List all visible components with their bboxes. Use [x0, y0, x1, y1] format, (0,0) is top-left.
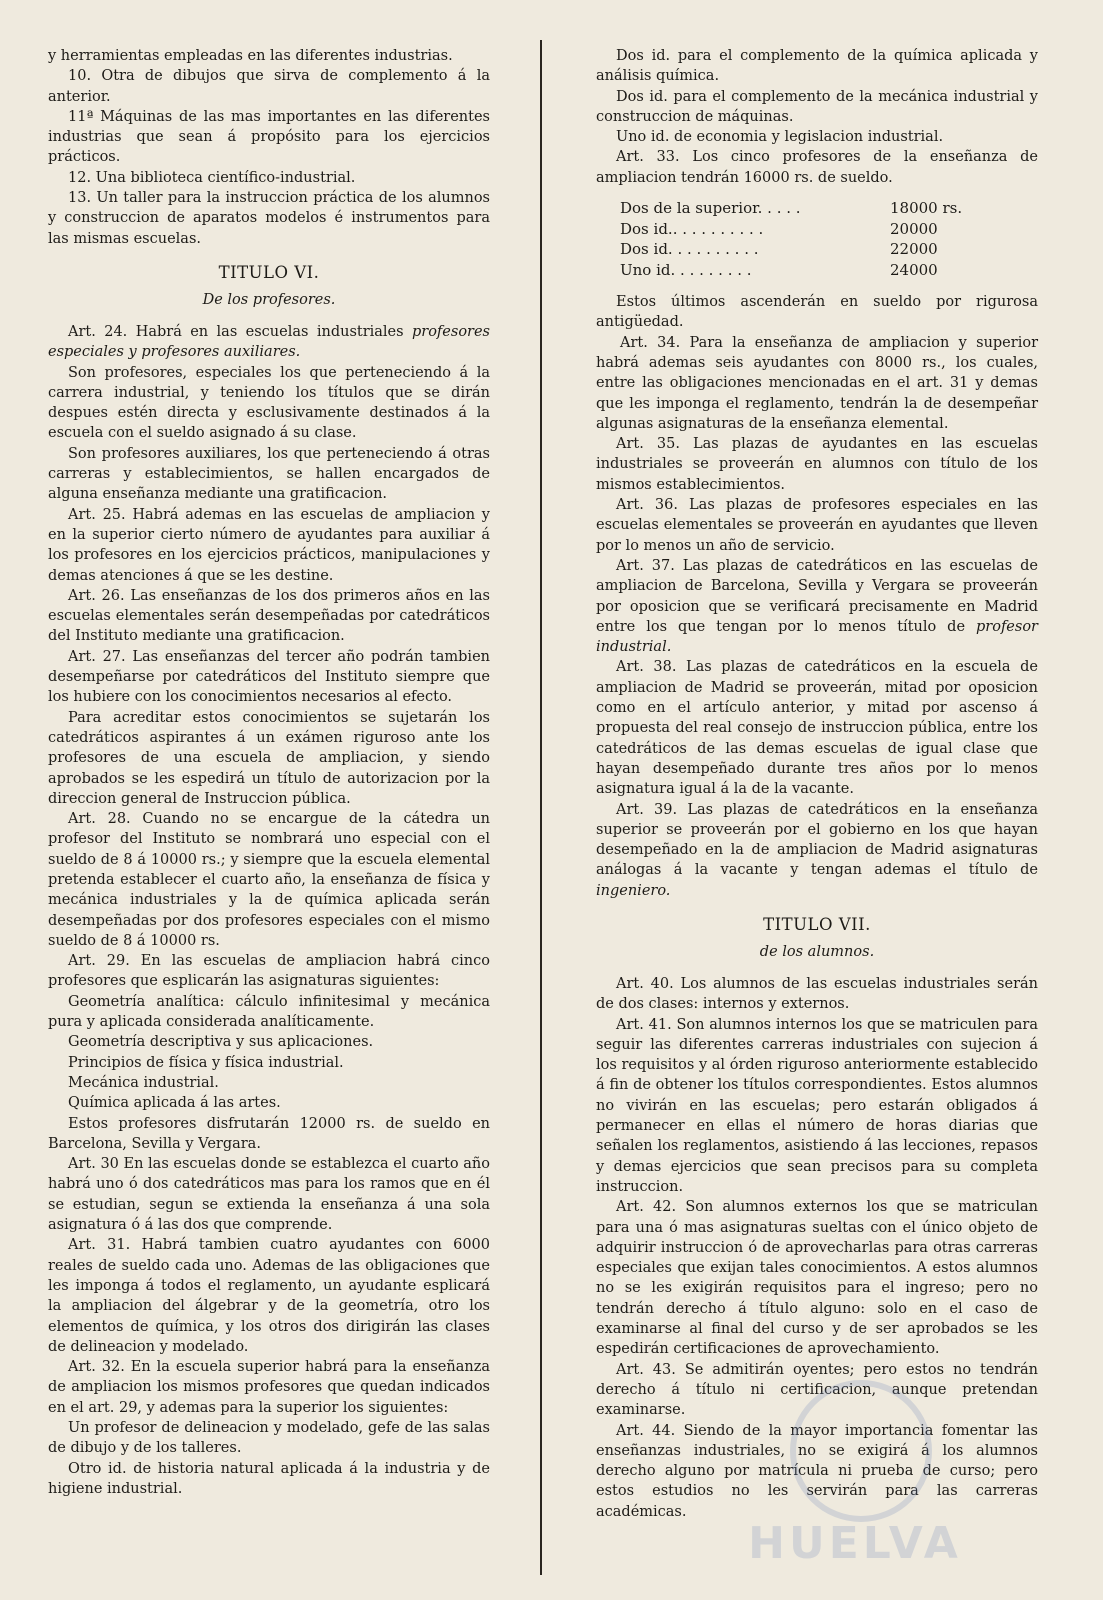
- article-37-text: Art. 37. Las plazas de catedráticos en las escuelas de ampliacion de Barcelona, Sevilla y Vergara se proveerán por oposicion que se verificará precisamente en Madrid entre los que tengan por lo menos título de: [596, 557, 1038, 635]
- section-subtitle-alumnos: de los alumnos.: [759, 943, 875, 960]
- article-39-emphasis: ingeniero.: [596, 882, 671, 899]
- paragraph: 13. Un taller para la instruccion práctica de los alumnos y construccion de aparatos modelos é instrumentos para las mismas escuelas.: [48, 190, 490, 247]
- subject-item: Geometría analítica: cálculo infinitesimal y mecánica pura y aplicada considerada analíticamente.: [48, 993, 490, 1031]
- paragraph: 12. Una biblioteca científico-industrial.: [68, 169, 356, 186]
- table-row: [620, 239, 1000, 260]
- salary-label: Dos id.. . . . . . . . . .: [620, 219, 764, 238]
- paragraph: Dos id. para el complemento de la mecánica industrial y construccion de máquinas.: [596, 88, 1038, 125]
- article-39: [596, 800, 1038, 901]
- table-row: [620, 260, 1000, 281]
- left-column: [48, 46, 490, 1499]
- section-subtitle-profesores: De los profesores.: [202, 291, 336, 308]
- subject-item: Química aplicada á las artes.: [68, 1095, 281, 1112]
- paragraph: Otro id. de historia natural aplicada á la industria y de higiene industrial.: [48, 1460, 490, 1497]
- paragraph: Uno id. de economia y legislacion industrial.: [616, 129, 944, 146]
- salary-label: Dos id. . . . . . . . . .: [620, 240, 759, 259]
- subject-item: Mecánica industrial.: [68, 1074, 219, 1091]
- salary-label: Dos de la superior. . . . .: [620, 199, 801, 218]
- paragraph: 11ª Máquinas de las mas importantes en las diferentes industrias que sean á propósito para los ejercicios prácticos.: [48, 108, 490, 166]
- article-32: Art. 32. En la escuela superior habrá para la enseñanza de ampliacion los mismos profesores que quedan indicados en el art. 29, y ademas para la superior los siguientes:: [48, 1359, 490, 1416]
- paragraph: Dos id. para el complemento de la química aplicada y análisis química.: [596, 48, 1038, 85]
- article-26: Art. 26. Las enseñanzas de los dos primeros años en las escuelas elementales serán desempeñadas por catedráticos del Instituto mediante una gratificacion.: [48, 587, 490, 645]
- salary-table: [620, 198, 1000, 280]
- column-divider: [540, 40, 542, 1575]
- article-43: Art. 43. Se admitirán oyentes; pero estos no tendrán derecho á título ni certificacion, aunque pretendan examinarse.: [596, 1361, 1038, 1419]
- paragraph: Son profesores, especiales los que perteneciendo á la carrera industrial, y teniendo los títulos que se dirán despues estén directa y esclusivamente destinados á la escuela con el sueldo asignado á su clase.: [48, 364, 490, 442]
- article-37-emphasis: profesor industrial.: [596, 618, 1038, 656]
- article-33: Art. 33. Los cinco profesores de la enseñanza de ampliacion tendrán 16000 rs. de sueldo.: [596, 149, 1038, 186]
- subject-item: Geometría descriptiva y sus aplicaciones.: [68, 1034, 374, 1051]
- article-29: Art. 29. En las escuelas de ampliacion habrá cinco profesores que esplicarán las asignaturas siguientes:: [48, 953, 490, 990]
- paragraph: Estos últimos ascenderán en sueldo por rigurosa antigüedad.: [596, 294, 1038, 331]
- paragraph: Son profesores auxiliares, los que perteneciendo á otras carreras y establecimientos, se hallen encargados de alguna enseñanza mediante una gratificacion.: [48, 445, 490, 503]
- article-28: Art. 28. Cuando no se encargue de la cátedra un profesor del Instituto se nombrará uno especial con el sueldo de 8 á 10000 rs.; y siempre que la escuela elemental pretenda establecer el cuarto año, la enseñanza de física y mecánica industriales y la de química aplicada serán desempeñadas por dos profesores especiales con el mismo sueldo de 8 á 10000 rs.: [48, 811, 490, 949]
- salary-amount: 18000 rs.: [890, 199, 963, 218]
- salary-amount: 22000: [890, 240, 938, 259]
- section-title-vii: TITULO VII.: [763, 914, 871, 934]
- library-stamp: [705, 1380, 1005, 1590]
- article-39-text: Art. 39. Las plazas de catedráticos en la enseñanza superior se proveerán por el gobierno en los que hayan desempeñado en la de ampliacion de Madrid asignaturas análogas á la vacante y tengan ademas el título de: [596, 801, 1038, 879]
- article-41: Art. 41. Son alumnos internos los que se matriculen para seguir las diferentes carreras industriales con sujecion á los requisitos y al órden riguroso anteriormente establecido á fin de obtener los títulos correspondientes. Estos alumnos no vivirán en las escuelas; pero estarán obligados á permanecer en ellas el número de horas diarias que señalen los reglamentos, asistiendo á las lecciones, repasos y demas ejercicios que sean precisos para su completa instruccion.: [596, 1016, 1038, 1195]
- article-31: Art. 31. Habrá tambien cuatro ayudantes con 6000 reales de sueldo cada uno. Ademas de las obligaciones que les imponga á todos el reglamento, un ayudante esplicará la ampliacion del álgebrar y de la geometría, otro los elementos de química, y los otros dos dirigirán las clases de delineacion y modelado.: [48, 1237, 490, 1355]
- paragraph: Para acreditar estos conocimientos se sujetarán los catedráticos aspirantes á un exámen riguroso ante los profesores de una escuela de ampliacion, y siendo aprobados se les espedirá un título de autorizacion por la direccion general de Instruccion pública.: [48, 709, 490, 807]
- table-row: [620, 198, 1000, 219]
- subject-item: Principios de física y física industrial.: [68, 1054, 344, 1071]
- article-38: Art. 38. Las plazas de catedráticos en la escuela de ampliacion de Madrid se proveerán, mitad por oposicion como en el artículo anterior, y mitad por ascenso á propuesta del real consejo de instruccion pública, entre los catedráticos de las demas escuelas de igual clase que hayan desempeñado durante tres años por lo menos asignatura igual á la de la vacante.: [596, 659, 1038, 798]
- article-44: Art. 44. Siendo de la mayor importancia fomentar las enseñanzas industriales, no se exigirá á los alumnos derecho alguno por matrícula ni prueba de curso; pero estos estudios no les servirán para las carreras académicas.: [596, 1422, 1038, 1520]
- section-title-vi: TITULO VI.: [218, 262, 320, 282]
- table-row: [620, 219, 1000, 240]
- article-24-emphasis: profesores especiales y profesores auxiliares.: [48, 323, 490, 361]
- salary-amount: 20000: [890, 219, 938, 238]
- article-37: [596, 556, 1038, 657]
- article-34: Art. 34. Para la enseñanza de ampliacion y superior habrá ademas seis ayudantes con 8000 rs., los cuales, entre las obligaciones mencionadas en el art. 31 y demas que les imponga el reglamento, tendrán la de desempeñar algunas asignaturas de la enseñanza elemental.: [596, 334, 1038, 432]
- right-column: [596, 46, 1038, 1522]
- article-24-text: Art. 24. Habrá en las escuelas industriales: [68, 323, 412, 340]
- article-27: Art. 27. Las enseñanzas del tercer año podrán tambien desempeñarse por catedráticos del Instituto siempre que los hubiere con los conocimientos necesarios al efecto.: [48, 648, 490, 706]
- salary-amount: 24000: [890, 260, 938, 279]
- paragraph: 10. Otra de dibujos que sirva de complemento á la anterior.: [48, 68, 490, 105]
- salary-label: Uno id. . . . . . . . .: [620, 260, 752, 279]
- article-30: Art. 30 En las escuelas donde se establezca el cuarto año habrá uno ó dos catedráticos mas para los ramos que en él se estudian, segun se extienda la enseñanza á una sola asignatura ó á las dos que comprende.: [48, 1156, 490, 1234]
- article-24: [48, 322, 490, 363]
- paragraph: y herramientas empleadas en las diferentes industrias.: [48, 48, 453, 64]
- paragraph: Estos profesores disfrutarán 12000 rs. de sueldo en Barcelona, Sevilla y Vergara.: [48, 1115, 490, 1152]
- stamp-text: HUELVA: [748, 1518, 962, 1569]
- stamp-emblem-icon: [790, 1380, 932, 1522]
- article-42: Art. 42. Son alumnos externos los que se matriculan para una ó mas asignaturas sueltas con el único objeto de adquirir instruccion ó de aprovecharlas para otras carreras especiales que exijan tales conocimientos. A estos alumnos no se les exigirán requisitos para el ingreso; pero no tendrán derecho á título alguno: solo en el caso de examinarse al final del curso y de ser aprobados se les espedirán certificaciones de aprovechamiento.: [596, 1199, 1038, 1358]
- article-25: Art. 25. Habrá ademas en las escuelas de ampliacion y en la superior cierto número de ayudantes para auxiliar á los profesores en los ejercicios prácticos, manipulaciones y demas atenciones á que se les destine.: [48, 506, 490, 584]
- paragraph: Un profesor de delineacion y modelado, gefe de las salas de dibujo y de los talleres.: [48, 1420, 490, 1457]
- article-40: Art. 40. Los alumnos de las escuelas industriales serán de dos clases: internos y externos.: [596, 975, 1038, 1013]
- article-36: Art. 36. Las plazas de profesores especiales en las escuelas elementales se proveerán en ayudantes que lleven por lo menos un año de servicio.: [596, 497, 1038, 554]
- article-35: Art. 35. Las plazas de ayudantes en las escuelas industriales se proveerán en alumnos con título de los mismos establecimientos.: [596, 436, 1038, 493]
